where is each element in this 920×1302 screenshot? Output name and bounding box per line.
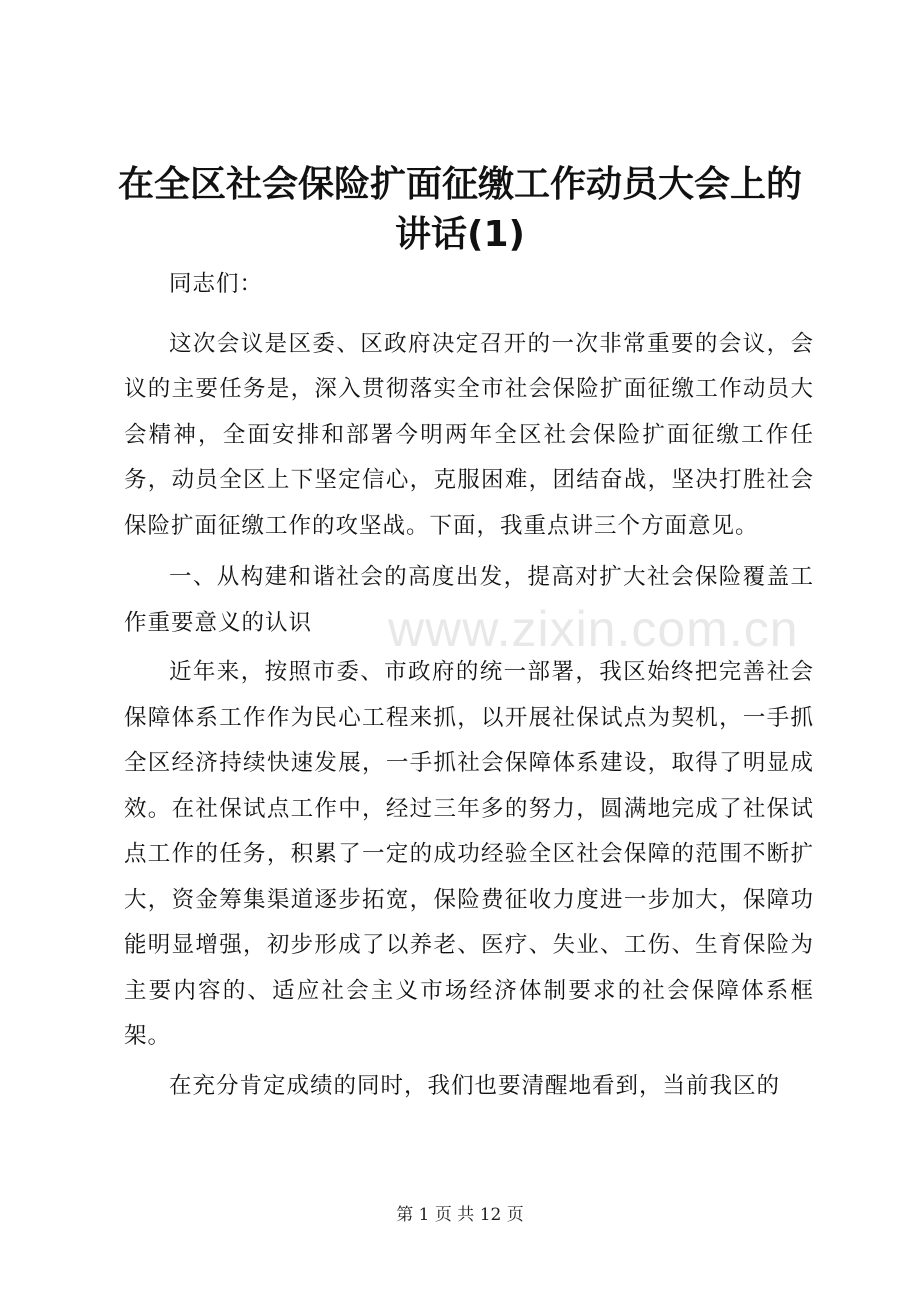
paragraph-intro: 这次会议是区委、区政府决定召开的一次非常重要的会议，会议的主要任务是，深入贯彻落实全市社会保险扩面征缴工作动员大会精神，全面安排和部署今明两年全区社会保险扩面征缴工作任务，动员全区上下坚定信心，克服困难，团结奋战，坚决打胜社会保险扩面征缴工作的攻坚战。下面，我重点讲三个方面意见。 [124,330,814,539]
document-title: 在全区社会保险扩面征缴工作动员大会上的讲话(1) [117,164,802,255]
document-body [124,262,814,1113]
salutation: 同志们： [169,271,264,297]
watermark: www.zixin.com.cn [388,601,799,657]
page-footer: 第 1 页 共 12 页 [396,1205,524,1225]
paragraph-problems: 在充分肯定成绩的同时，我们也要清醒地看到，当前我区的 [169,1072,781,1099]
section-heading-1: 一、从构建和谐社会的高度出发，提高对扩大社会保险覆盖工作重要意义的认识 [124,564,814,636]
paragraph-achievements: 近年来，按照市委、市政府的统一部署，我区始终把完善社会保障体系工作作为民心工程来抓，以开展社保试点为契机，一手抓全区经济持续快速发展，一手抓社会保障体系建设，取得了明显成效。在社保试点工作中，经过三年多的努力，圆满地完成了社保试点工作的任务，积累了一定的成功经验全区社会保障的范围不断扩大，资金筹集渠道逐步拓宽，保险费征收力度进一步加大，保障功能明显增强，初步形成了以养老、医疗、失业、工伤、生育保险为主要内容的、适应社会主义市场经济体制要求的社会保障体系框架。 [124,659,814,1049]
